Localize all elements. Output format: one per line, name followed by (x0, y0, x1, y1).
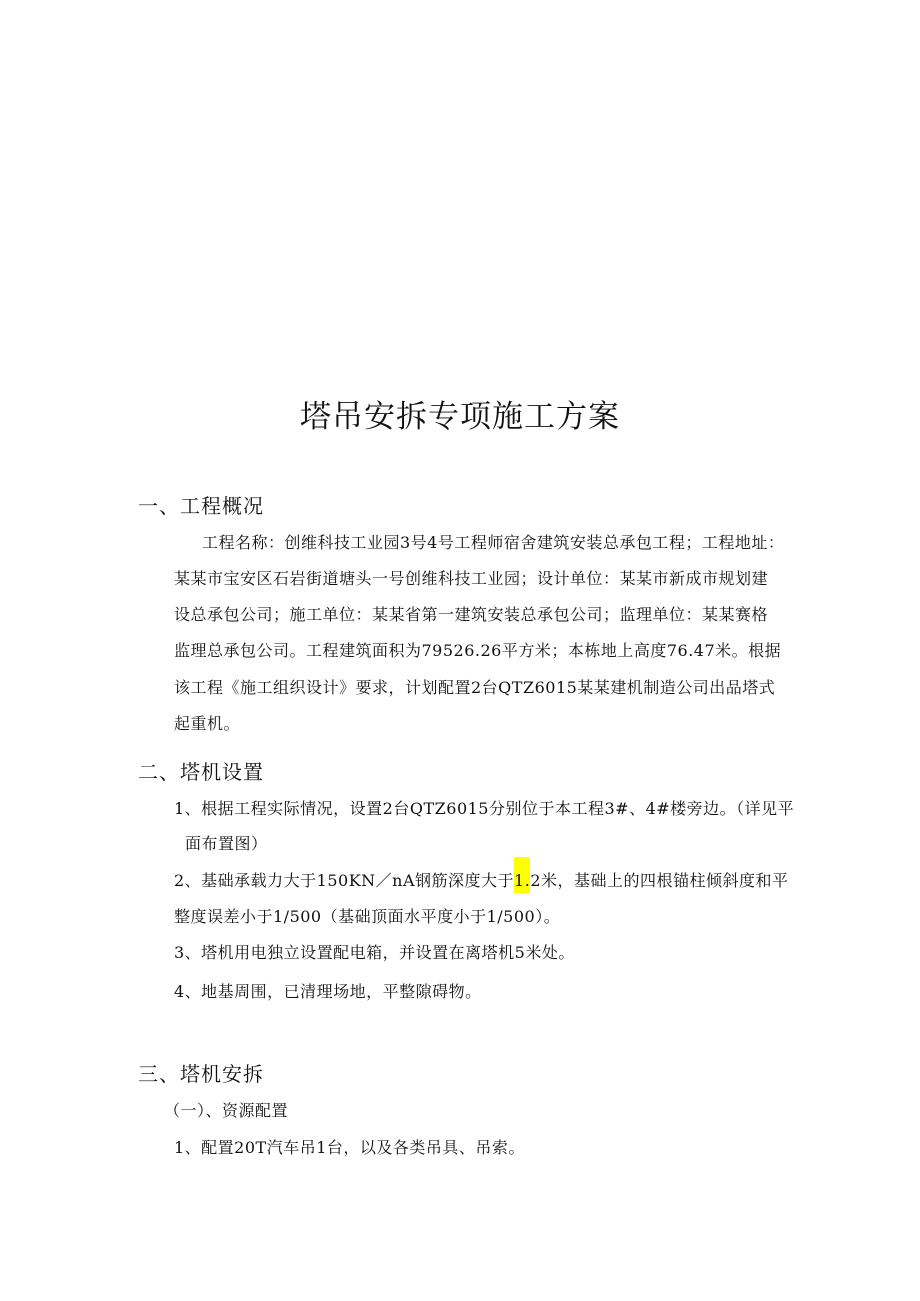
highlighted-text: 1. (514, 857, 530, 893)
paragraph-line: 监理总承包公司。工程建筑面积为79526.26平方米；本栋地上高度76.47米。根据 (174, 641, 782, 660)
text-segment: 2米，基础上的四根锚柱倾斜度和平 (530, 871, 789, 890)
list-item: 3、塔机用电独立设置配电箱，并设置在离塔机5米处。 (174, 943, 575, 962)
list-item: 4、地基周围，已清理场地，平整隙碍物。 (174, 982, 482, 1001)
list-item: 1、根据工程实际情况，设置2台QTZ6015分别位于本工程3#、4#楼旁边。（详见平 (174, 799, 795, 818)
subsection-heading: （一）、资源配置 (164, 1101, 289, 1120)
text-segment: 2、基础承载力大于150KN／nA钢筋深度大于 (174, 871, 515, 890)
paragraph-line: 该工程《施工组织设计》要求，计划配置2台QTZ6015某某建机制造公司出品塔式 (174, 678, 776, 697)
paragraph-line: 设总承包公司；施工单位：某某省第一建筑安装总承包公司；监理单位：某某赛格 (174, 605, 769, 624)
section-heading-overview: 一、工程概况 (138, 494, 264, 518)
section-heading-installation: 三、塔机安拆 (138, 1062, 264, 1086)
document-title: 塔吊安拆专项施工方案 (300, 399, 620, 435)
paragraph-line: 起重机。 (174, 714, 241, 733)
section-heading-crane-setup: 二、塔机设置 (138, 760, 264, 784)
list-item (174, 869, 789, 893)
list-item: 1、配置20T汽车吊1台，以及各类吊具、吊索。 (174, 1138, 525, 1157)
list-item-continuation: 面布置图） (185, 834, 268, 853)
paragraph-line: 工程名称：创维科技工业园3号4号工程师宿舍建筑安装总承包工程；工程地址： (202, 533, 785, 552)
list-item-continuation: 整度误差小于1/500（基础顶面水平度小于1/500）。 (174, 907, 561, 926)
paragraph-line: 某某市宝安区石岩街道塘头一号创维科技工业园；设计单位：某某市新成市规划建 (174, 569, 769, 588)
